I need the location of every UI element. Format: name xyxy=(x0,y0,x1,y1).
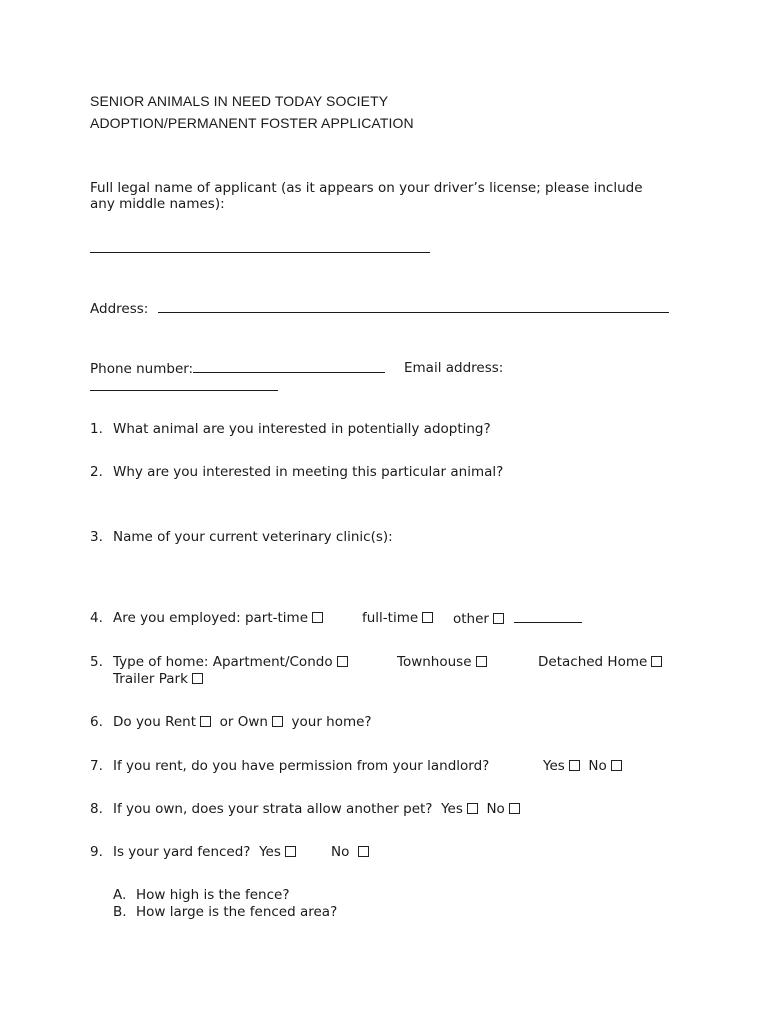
option-trailer xyxy=(113,671,203,688)
option-full-time xyxy=(362,610,433,627)
question-9-text: Is your yard fenced? xyxy=(113,844,251,860)
option-full-time-label: full-time xyxy=(362,610,419,626)
question-1-text: What animal are you interested in potentially adopting? xyxy=(113,421,491,437)
other-employment-field[interactable] xyxy=(514,610,582,623)
rent-checkbox[interactable] xyxy=(200,716,211,727)
form-title: ADOPTION/PERMANENT FOSTER APPLICATION xyxy=(90,115,414,131)
q7-yes-checkbox[interactable] xyxy=(569,760,580,771)
q9-no-checkbox[interactable] xyxy=(358,846,369,857)
question-5-text: Type of home: xyxy=(113,654,209,670)
question-4: 4. Are you employed: part-time xyxy=(90,610,323,627)
question-6: 6. Do you Rent or Own your home? xyxy=(90,714,372,730)
q8-yes-label: Yes xyxy=(441,801,463,817)
address-field[interactable] xyxy=(158,300,669,313)
question-6-text: Do you xyxy=(113,714,161,730)
email-label: Email address: xyxy=(404,360,504,376)
question-9-no xyxy=(331,844,369,861)
q9-no-label: No xyxy=(331,844,350,860)
name-label-line2: any middle names): xyxy=(90,196,225,212)
full-time-checkbox[interactable] xyxy=(422,612,433,623)
question-2-text: Why are you interested in meeting this particular animal? xyxy=(113,464,504,480)
other-checkbox[interactable] xyxy=(493,613,504,624)
fence-subquestion-a: A. How high is the fence? xyxy=(113,887,290,903)
option-detached-label: Detached Home xyxy=(538,654,648,670)
q8-yes-checkbox[interactable] xyxy=(467,803,478,814)
option-townhouse xyxy=(397,654,487,671)
org-name: SENIOR ANIMALS IN NEED TODAY SOCIETY xyxy=(90,93,389,109)
question-9: 9. Is your yard fenced? Yes xyxy=(90,844,296,861)
phone-row xyxy=(90,360,385,378)
option-own-label: or Own xyxy=(219,714,268,730)
question-8: 8. If you own, does your strata allow another pet? Yes No xyxy=(90,801,520,818)
email-field[interactable] xyxy=(90,378,278,396)
question-3: 3. Name of your current veterinary clinic(s): xyxy=(90,529,393,545)
option-trailer-label: Trailer Park xyxy=(113,671,188,687)
fence-subquestion-b: B. How large is the fenced area? xyxy=(113,904,338,920)
q7-no-checkbox[interactable] xyxy=(611,760,622,771)
q9-yes-label: Yes xyxy=(259,844,281,860)
fence-height-text: How high is the fence? xyxy=(136,887,290,903)
q8-no-checkbox[interactable] xyxy=(509,803,520,814)
own-checkbox[interactable] xyxy=(272,716,283,727)
question-1: 1. What animal are you interested in potentially adopting? xyxy=(90,421,491,437)
phone-field[interactable] xyxy=(193,360,385,373)
question-3-text: Name of your current veterinary clinic(s): xyxy=(113,529,393,545)
fence-area-text: How large is the fenced area? xyxy=(136,904,338,920)
q9-yes-checkbox[interactable] xyxy=(285,846,296,857)
question-8-text: If you own, does your strata allow another pet? xyxy=(113,801,433,817)
question-7-options xyxy=(543,758,622,775)
question-2: 2. Why are you interested in meeting this particular animal? xyxy=(90,464,504,480)
q7-yes-label: Yes xyxy=(543,758,565,774)
question-4-text: Are you employed: xyxy=(113,610,241,626)
q8-no-label: No xyxy=(486,801,505,817)
part-time-checkbox[interactable] xyxy=(312,612,323,623)
option-apartment-label: Apartment/Condo xyxy=(212,654,333,670)
address-row xyxy=(90,300,669,318)
name-field[interactable] xyxy=(90,240,430,258)
name-label-line1: Full legal name of applicant (as it appears on your driver’s license; please include xyxy=(90,180,643,196)
detached-checkbox[interactable] xyxy=(651,656,662,667)
option-other-label: other xyxy=(453,611,489,627)
q7-no-label: No xyxy=(588,758,607,774)
option-townhouse-label: Townhouse xyxy=(397,654,472,670)
trailer-checkbox[interactable] xyxy=(192,673,203,684)
address-label: Address: xyxy=(90,301,149,317)
option-detached xyxy=(538,654,662,671)
option-part-time-label: part-time xyxy=(244,610,308,626)
question-6-suffix: your home? xyxy=(291,714,372,730)
option-rent-label: Rent xyxy=(165,714,196,730)
option-other xyxy=(453,610,582,628)
question-7: 7. If you rent, do you have permission from your landlord? xyxy=(90,758,490,774)
question-5: 5. Type of home: Apartment/Condo xyxy=(90,654,348,671)
question-7-text: If you rent, do you have permission from your landlord? xyxy=(113,758,490,774)
townhouse-checkbox[interactable] xyxy=(476,656,487,667)
phone-label: Phone number: xyxy=(90,361,194,377)
apartment-checkbox[interactable] xyxy=(337,656,348,667)
